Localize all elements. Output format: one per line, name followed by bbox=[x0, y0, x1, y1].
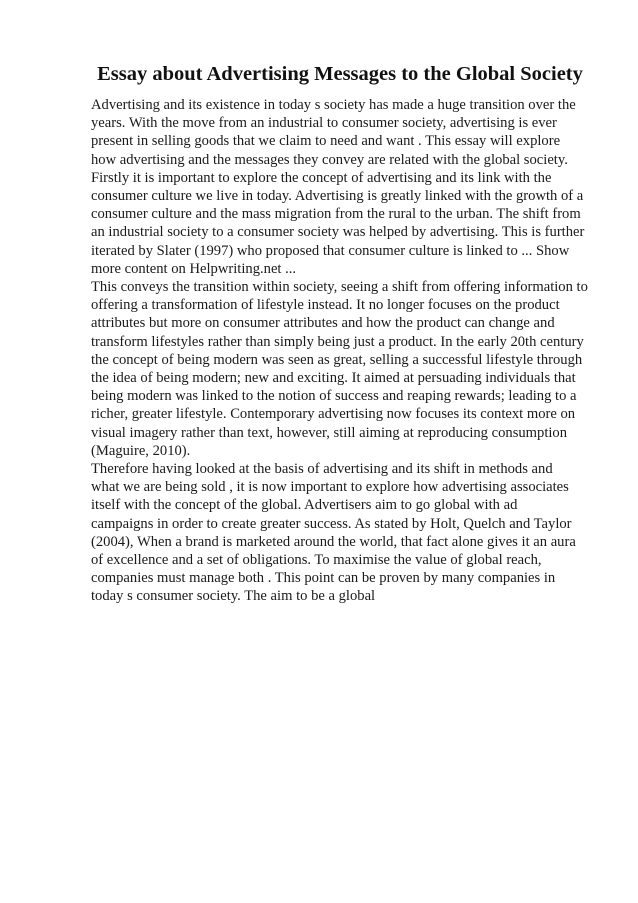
text-line: itself with the concept of the global. Advertisers aim to go global with ad bbox=[91, 497, 518, 514]
text-line: This conveys the transition within society, seeing a shift from offering information to bbox=[91, 279, 588, 296]
text-line: the idea of being modern; new and exciting. It aimed at persuading individuals that bbox=[91, 370, 576, 387]
text-line: more content on Helpwriting.net ... bbox=[91, 260, 297, 277]
text-line: Therefore having looked at the basis of advertising and its shift in methods and bbox=[91, 461, 553, 478]
text-line: the concept of being modern was seen as great, selling a successful lifestyle through bbox=[91, 351, 583, 368]
document-title: Essay about Advertising Messages to the Global Society bbox=[97, 63, 583, 85]
text-line: Firstly it is important to explore the concept of advertising and its link with the bbox=[91, 169, 552, 186]
document-body bbox=[91, 96, 611, 606]
text-line: (Maguire, 2010). bbox=[91, 442, 191, 459]
text-line: of excellence and a set of obligations. To maximise the value of global reach, bbox=[91, 552, 542, 569]
text-line: what we are being sold , it is now important to explore how advertising associates bbox=[91, 479, 569, 496]
text-line: richer, greater lifestyle. Contemporary advertising now focuses its context more on bbox=[91, 406, 576, 423]
text-line: present in selling goods that we claim to need and want . This essay will explore bbox=[91, 133, 561, 150]
text-line: today s consumer society. The aim to be a global bbox=[91, 588, 376, 605]
text-line: being modern was linked to the notion of success and reaping rewards; leading to a bbox=[91, 388, 577, 405]
text-line: transform lifestyles rather than simply being just a product. In the early 20th century bbox=[91, 333, 584, 350]
text-line: campaigns in order to create greater success. As stated by Holt, Quelch and Taylor bbox=[91, 515, 572, 532]
text-line: iterated by Slater (1997) who proposed that consumer culture is linked to ... Show bbox=[91, 242, 570, 259]
text-line: companies must manage both . This point can be proven by many companies in bbox=[91, 570, 556, 587]
text-line: (2004), When a brand is marketed around the world, that fact alone gives it an aura bbox=[91, 533, 576, 550]
text-line: attributes but more on consumer attributes and how the product can change and bbox=[91, 315, 555, 332]
text-line: consumer culture we live in today. Advertising is greatly linked with the growth of a bbox=[91, 188, 584, 205]
text-line: consumer culture and the mass migration from the rural to the urban. The shift from bbox=[91, 206, 581, 223]
text-line: how advertising and the messages they convey are related with the global society. bbox=[91, 151, 568, 168]
text-line: visual imagery rather than text, however, still aiming at reproducing consumption bbox=[91, 424, 568, 441]
text-line: offering a transformation of lifestyle instead. It no longer focuses on the product bbox=[91, 297, 560, 314]
text-line: Advertising and its existence in today s society has made a huge transition over the bbox=[91, 97, 576, 113]
text-line: years. With the move from an industrial to consumer society, advertising is ever bbox=[91, 115, 557, 132]
text-line: an industrial society to a consumer society was helped by advertising. This is further bbox=[91, 224, 585, 241]
